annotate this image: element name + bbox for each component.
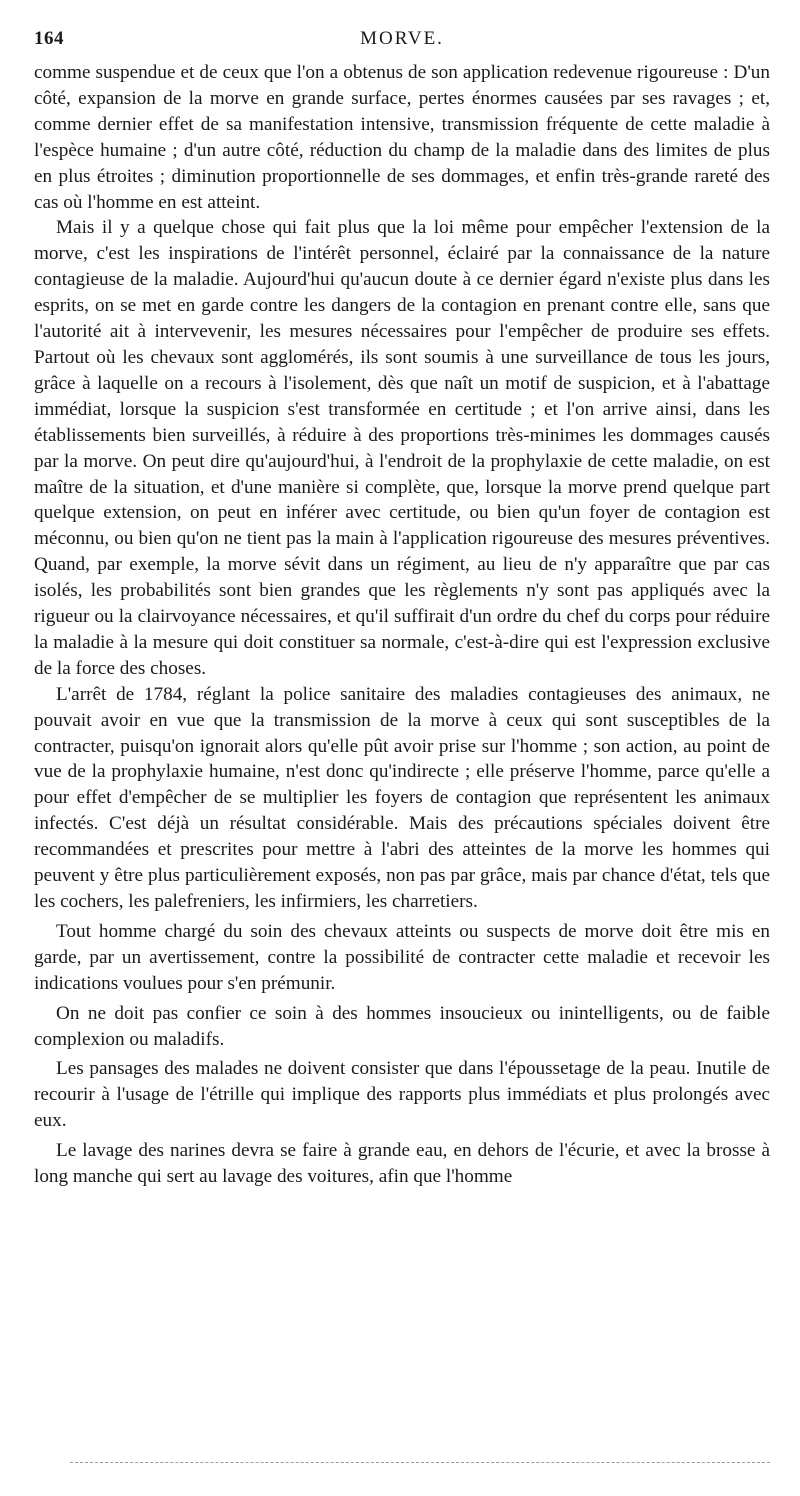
book-page (34, 28, 770, 1190)
running-title: MORVE. (360, 28, 444, 49)
footer-rule (70, 1462, 770, 1463)
page-number: 164 (34, 28, 64, 49)
running-head (34, 28, 770, 54)
paragraph-continued: comme suspendue et de ceux que l'on a obtenus de son application redevenue rigoureuse : D'un côté, expansion de la morve en grande surface, pertes énormes causées par ses ravages ; et, comme dernier effet de sa manifestation intensive, transmission fréquente de cette maladie à l'espèce humaine ; d'un autre côté, réduction du champ de la maladie dans des limites de plus en plus étroites ; diminution proportionnelle de ses dommages, et enfin très-grande rareté des cas où l'homme en est atteint. (34, 62, 770, 213)
body-text (34, 60, 770, 1190)
paragraph-mise-en-garde: Tout homme chargé du soin des chevaux atteints ou suspects de morve doit être mis en garde, par un avertissement, contre la possibilité de contracter cette maladie et recevoir les indications voulues pour s'en prémunir. (34, 920, 770, 994)
paragraph-interet-personnel: Mais il y a quelque chose qui fait plus que la loi même pour empêcher l'extension de la morve, c'est les inspirations de l'intérêt personnel, éclairé par la connaissance de la nature contagieuse de la maladie. Aujourd'hui qu'aucun doute à ce dernier égard n'existe plus dans les esprits, on se met en garde contre les dangers de la contagion en prenant contre elle, sans que l'autorité ait à intervevenir, les mesures nécessaires pour l'empêcher de produire ses effets. Partout où les chevaux sont agglomérés, ils sont soumis à une surveillance de tous les jours, grâce à laquelle on a recours à l'isolement, dès que naît un motif de suspicion, et à l'abattage immédiat, lorsque la suspicion s'est transformée en certitude ; et l'on arrive ainsi, dans les établissements bien surveillés, à réduire à des proportions très-minimes les dommages causés par la morve. On peut dire qu'aujourd'hui, à l'endroit de la prophylaxie de cette maladie, on est maître de la situation, et d'une manière si complète, que, lorsque la morve prend quelque part quelque extension, on peut en inférer avec certitude, ou bien qu'un foyer de contagion est méconnu, ou bien qu'on ne tient pas la main à l'application rigoureuse des mesures préventives. Quand, par exemple, la morve sévit dans un régiment, au lieu de n'y apparaître que par cas isolés, les probabilités sont bien grandes que les règlements n'y sont pas appliqués avec la rigueur ou la clairvoyance nécessaires, et qu'il suffirait d'un ordre du chef du corps pour réduire la maladie à la mesure qui doit constituer sa normale, c'est-à-dire qui est l'expression exclusive de la force des choses. (34, 217, 770, 679)
paragraph-pansages: Les pansages des malades ne doivent consister que dans l'époussetage de la peau. Inutile de recourir à l'usage de l'étrille qui implique des rapports plus immédiats et plus prolongés avec eux. (34, 1058, 770, 1132)
paragraph-arret-1784: L'arrêt de 1784, réglant la police sanitaire des maladies contagieuses des animaux, ne pouvait avoir en vue que la transmission de la morve à ceux qui sont susceptibles de la contracter, puisqu'on ignorait alors qu'elle pût avoir prise sur l'homme ; son action, au point de vue de la prophylaxie humaine, n'est donc qu'indirecte ; elle préserve l'homme, parce qu'elle a pour effet d'empêcher de se multiplier les foyers de contagion que représentent les animaux infectés. C'est déjà un résultat considérable. Mais des précautions spéciales doivent être recommandées et prescrites pour mettre à l'abri des atteintes de la morve les hommes qui peuvent y être plus particulièrement exposés, non pas par grâce, mais par chance d'état, tels que les cochers, les palefreniers, les infirmiers, les charretiers. (34, 683, 770, 912)
paragraph-choix-des-hommes: On ne doit pas confier ce soin à des hommes insoucieux ou inintelligents, ou de faible complexion ou maladifs. (34, 1002, 770, 1050)
paragraph-lavage-narines: Le lavage des narines devra se faire à grande eau, en dehors de l'écurie, et avec la brosse à long manche qui sert au lavage des voitures, afin que l'homme (34, 1140, 770, 1188)
